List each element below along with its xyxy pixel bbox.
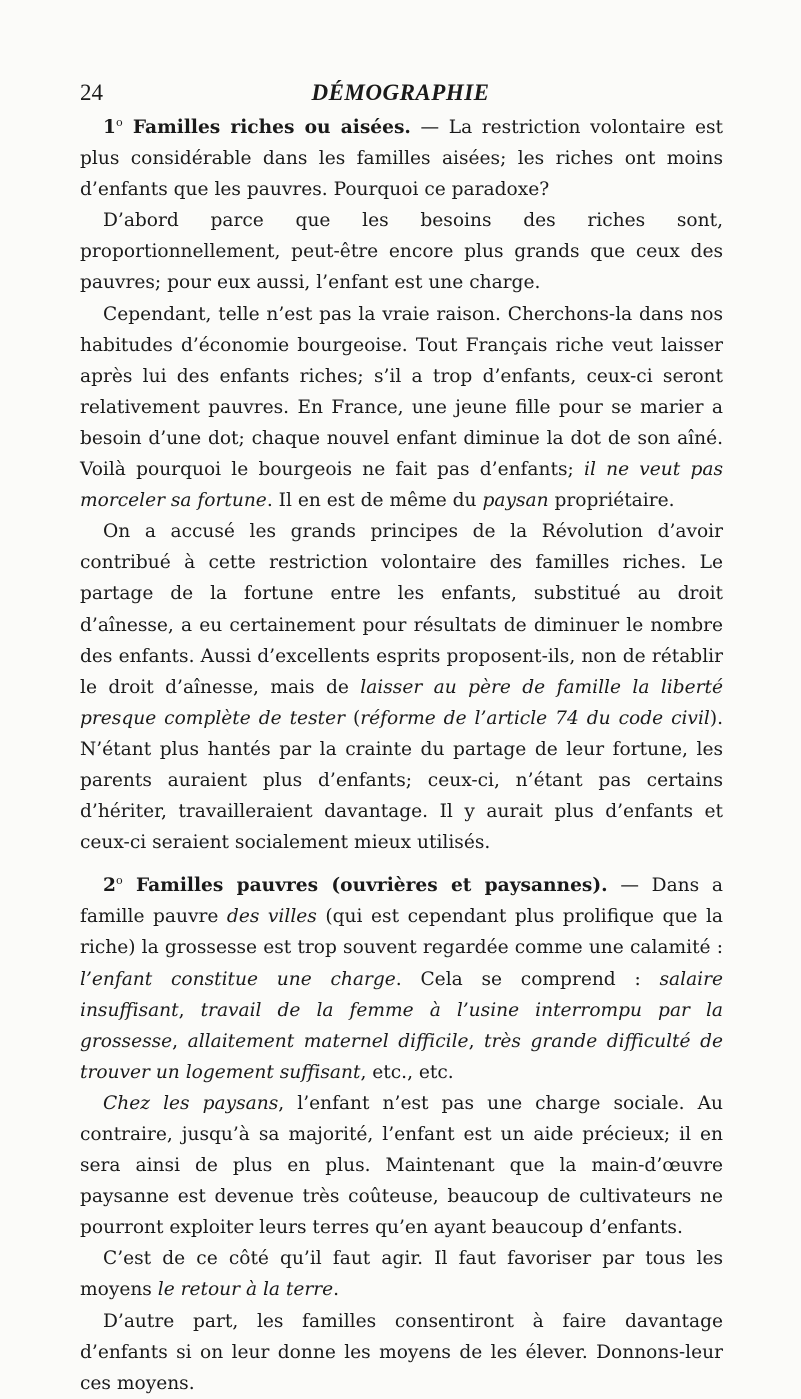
paragraph-first-reason (80, 205, 723, 298)
ordinal-mark: o (115, 115, 123, 129)
ordinal-mark: o (115, 874, 123, 888)
section-number: 1 (103, 117, 116, 138)
emphasis-text: le retour à la terre (157, 1279, 334, 1301)
section-heading: Familles riches ou aisées. (122, 117, 411, 138)
paragraph-text: . (333, 1279, 340, 1301)
paragraph-text: , etc., etc. (360, 1061, 454, 1083)
paragraph-poor-families (80, 870, 723, 1088)
paragraph-text: (qui est cependant plus prolifique que la riche) la grossesse est trop souvent regardée comme une calamité : (80, 906, 724, 959)
paragraph-revolution (80, 516, 723, 858)
paragraph-peasants (80, 1088, 723, 1243)
paragraph-text: , (468, 1030, 485, 1052)
paragraph-text: On a accusé les grands principes de la Révolution d’avoir contribué à cette restriction volontaire des familles riches. Le partage de la fortune entre les enfants, substitué au droit d’aînesse, a eu certainement pour résultats de diminuer le nombre des enfants. Aussi d’excellents esprits proposent-ils, non de rétablir le droit d’aînesse, mais de (80, 521, 723, 698)
paragraph-text: . Cela se comprend : (395, 968, 660, 990)
paragraph-text: C’est de ce côté qu’il faut agir. Il faut favoriser par tous les moyens (80, 1248, 723, 1301)
emphasis-text: travail de la femme à l’usine interrompu par la grossesse (80, 999, 723, 1052)
emphasis-text: très grande difficulté de trouver un logement suffisant (80, 1030, 723, 1083)
paragraph-text: , l’enfant n’est pas une charge sociale. Au contraire, jusqu’à sa majorité, l’enfant est un aide précieux; il en sera ainsi de plus en plus. Maintenant que la main-d’œuvre paysanne est devenue très coûteuse, beaucoup de cultivateurs ne pourront exploiter leurs terres qu’en ayant beaucoup d’enfants. (80, 1092, 723, 1239)
paragraph-text: D’abord parce que les besoins des riches sont, proportionnellement, peut-être encore plus grands que ceux des pauvres; pour eux aussi, l’enfant est une charge. (80, 210, 723, 294)
paragraph-text: — La restriction volontaire est plus considérable dans les familles aisées; les riches ont moins d’enfants que les pauvres. Pourquoi ce paradoxe? (80, 117, 723, 201)
paragraph-text: , (178, 999, 201, 1021)
emphasis-text: l’enfant constitue une charge (80, 968, 396, 990)
paragraph-text: — Dans a famille pauvre (80, 875, 723, 928)
running-header (80, 80, 721, 112)
paragraph-text: D’autre part, les familles consentiront à faire davantage d’enfants si on leur donne les moyens de les élever. Donnons-leur ces moyens. (80, 1310, 723, 1394)
paragraph-text: Cependant, telle n’est pas la vraie raison. Cherchons-la dans nos habitudes d’économie bourgeoise. Tout Français riche veut laisser après lui des enfants riches; s’il a trop d’enfants, ceux-ci seront relativement pauvres. En France, une jeune fille pour se marier a besoin d’une dot; chaque nouvel enfant diminue la dot de son aîné. Voilà pourquoi le bourgeois ne fait pas d’enfants; (80, 303, 723, 481)
paragraph-text: , (172, 1030, 188, 1052)
text-body (80, 112, 723, 1399)
paragraph-text: ). N’étant plus hantés par la crainte du partage de leur fortune, les parents auraient plus d’enfants; ceux-ci, n’étant pas certains d’hériter, travailleraient davantage. Il y aurait plus d’enfants et ceux-ci seraient socialement mieux utilisés. (80, 707, 724, 854)
emphasis-text: Chez les paysans (103, 1092, 279, 1114)
emphasis-text: paysan (482, 490, 549, 512)
paragraph-text: . Il en est de même du (266, 490, 483, 512)
emphasis-text: laisser au père de famille la liberté presque complète de tester (80, 676, 723, 729)
paragraph-give-means (80, 1306, 723, 1399)
section-heading: Familles pauvres (ouvrières et paysannes). (122, 875, 608, 897)
paragraph-text: propriétaire. (548, 490, 675, 512)
paragraph-true-reason (80, 299, 723, 517)
page-number: 24 (80, 80, 103, 105)
emphasis-text: réforme de l’article 74 du code civil (360, 707, 710, 729)
paragraph-text: ( (344, 707, 361, 729)
emphasis-text: il ne veut pas morceler sa fortune (80, 459, 723, 512)
running-title: DÉMOGRAPHIE (311, 80, 490, 105)
section-number: 2 (103, 875, 116, 897)
emphasis-text: des villes (226, 906, 317, 928)
emphasis-text: salaire insuffisant (80, 968, 724, 1021)
emphasis-text: allaitement maternel difficile (187, 1030, 469, 1052)
paragraph-rich-families (80, 112, 723, 205)
